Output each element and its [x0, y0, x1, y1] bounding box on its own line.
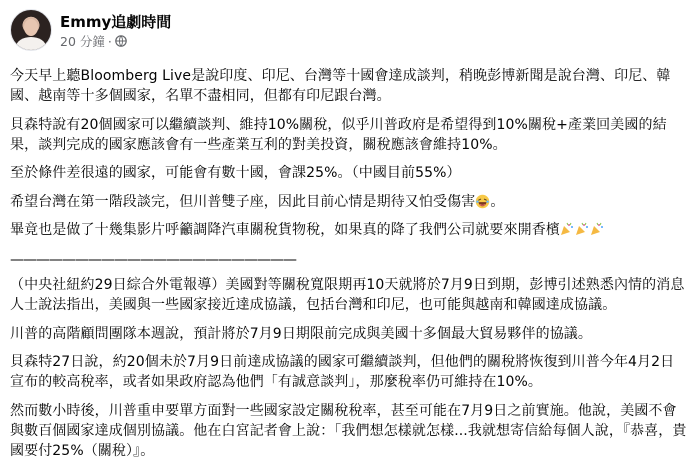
party-popper-icon [575, 222, 589, 236]
post-meta [60, 32, 127, 50]
author-name[interactable]: Emmy追劇時間 [60, 13, 172, 31]
text-divider: —————————————————————— [10, 252, 296, 268]
laughing-face-icon [475, 194, 490, 209]
meta-separator: · [107, 33, 112, 49]
globe-icon[interactable] [115, 35, 127, 47]
paragraph-5 [10, 220, 687, 240]
paragraph-9: 然而數小時後，川普重申要單方面對一些國家設定關稅稅率，甚至可能在7月9日之前實施。他說，美國不會與數百個國家達成個別協議。他在白宮記者會上說：「我們想怎樣就怎樣...我就想寄信給每個人說，『恭喜，貴國要付25%（關稅）』。 [10, 402, 687, 459]
paragraph-5-text: 畢竟也是做了十幾集影片呼籲調降汽車關稅貨物稅，如果真的降了我們公司就要來開香檳 [10, 222, 560, 238]
author-avatar[interactable] [10, 9, 52, 51]
paragraph-4 [10, 192, 687, 212]
paragraph-7: 川普的高階顧問團隊本週說，預計將於7月9日期限前完成與美國十多個最大貿易夥伴的協議。 [10, 325, 593, 342]
party-popper-icon [590, 222, 604, 236]
paragraph-3: 至於條件差很遠的國家，可能會有數十國，會課25%。（中國目前55%） [10, 165, 461, 181]
paragraph-6: （中央社紐約29日綜合外電報導）美國對等關稅寬限期再10天就將於7月9日到期，彭博引述熟悉內情的消息人士說法指出，美國與一些國家接近達成協議，包括台灣和印尼，也可能與越南和韓國達成協議。 [10, 277, 685, 313]
paragraph-2: 貝森特說有20個國家可以繼續談判、維持10%關稅，似乎川普政府是希望得到10%關稅+產業回美國的結果，談判完成的國家應該會有一些產業互利的對美投資，關稅應該會維持10%。 [10, 116, 667, 153]
paragraph-4-text: 希望台灣在第一階段談完，但川普雙子座，因此目前心情是期待又怕受傷害 [10, 193, 476, 210]
post-time[interactable]: 20 分鐘 [60, 34, 105, 49]
paragraph-8: 貝森特27日說，約20個未於7月9日前達成協議的國家可繼續談判，但他們的關稅將恢復到川普今年4月2日宣布的較高稅率，或者如果政府認為他們「有誠意談判」，那麼稅率仍可維持在10%。 [10, 354, 675, 390]
paragraph-4-end: 。 [490, 193, 505, 210]
paragraph-1: 今天早上聽Bloomberg Live是說印度、印尼、台灣等十國會達成談判，稍晚彭博新聞是說台灣、印尼、韓國、越南等十多個國家，名單不盡相同，但都有印尼跟台灣。 [10, 68, 671, 104]
post-body [10, 66, 687, 469]
party-popper-icon [560, 222, 574, 236]
